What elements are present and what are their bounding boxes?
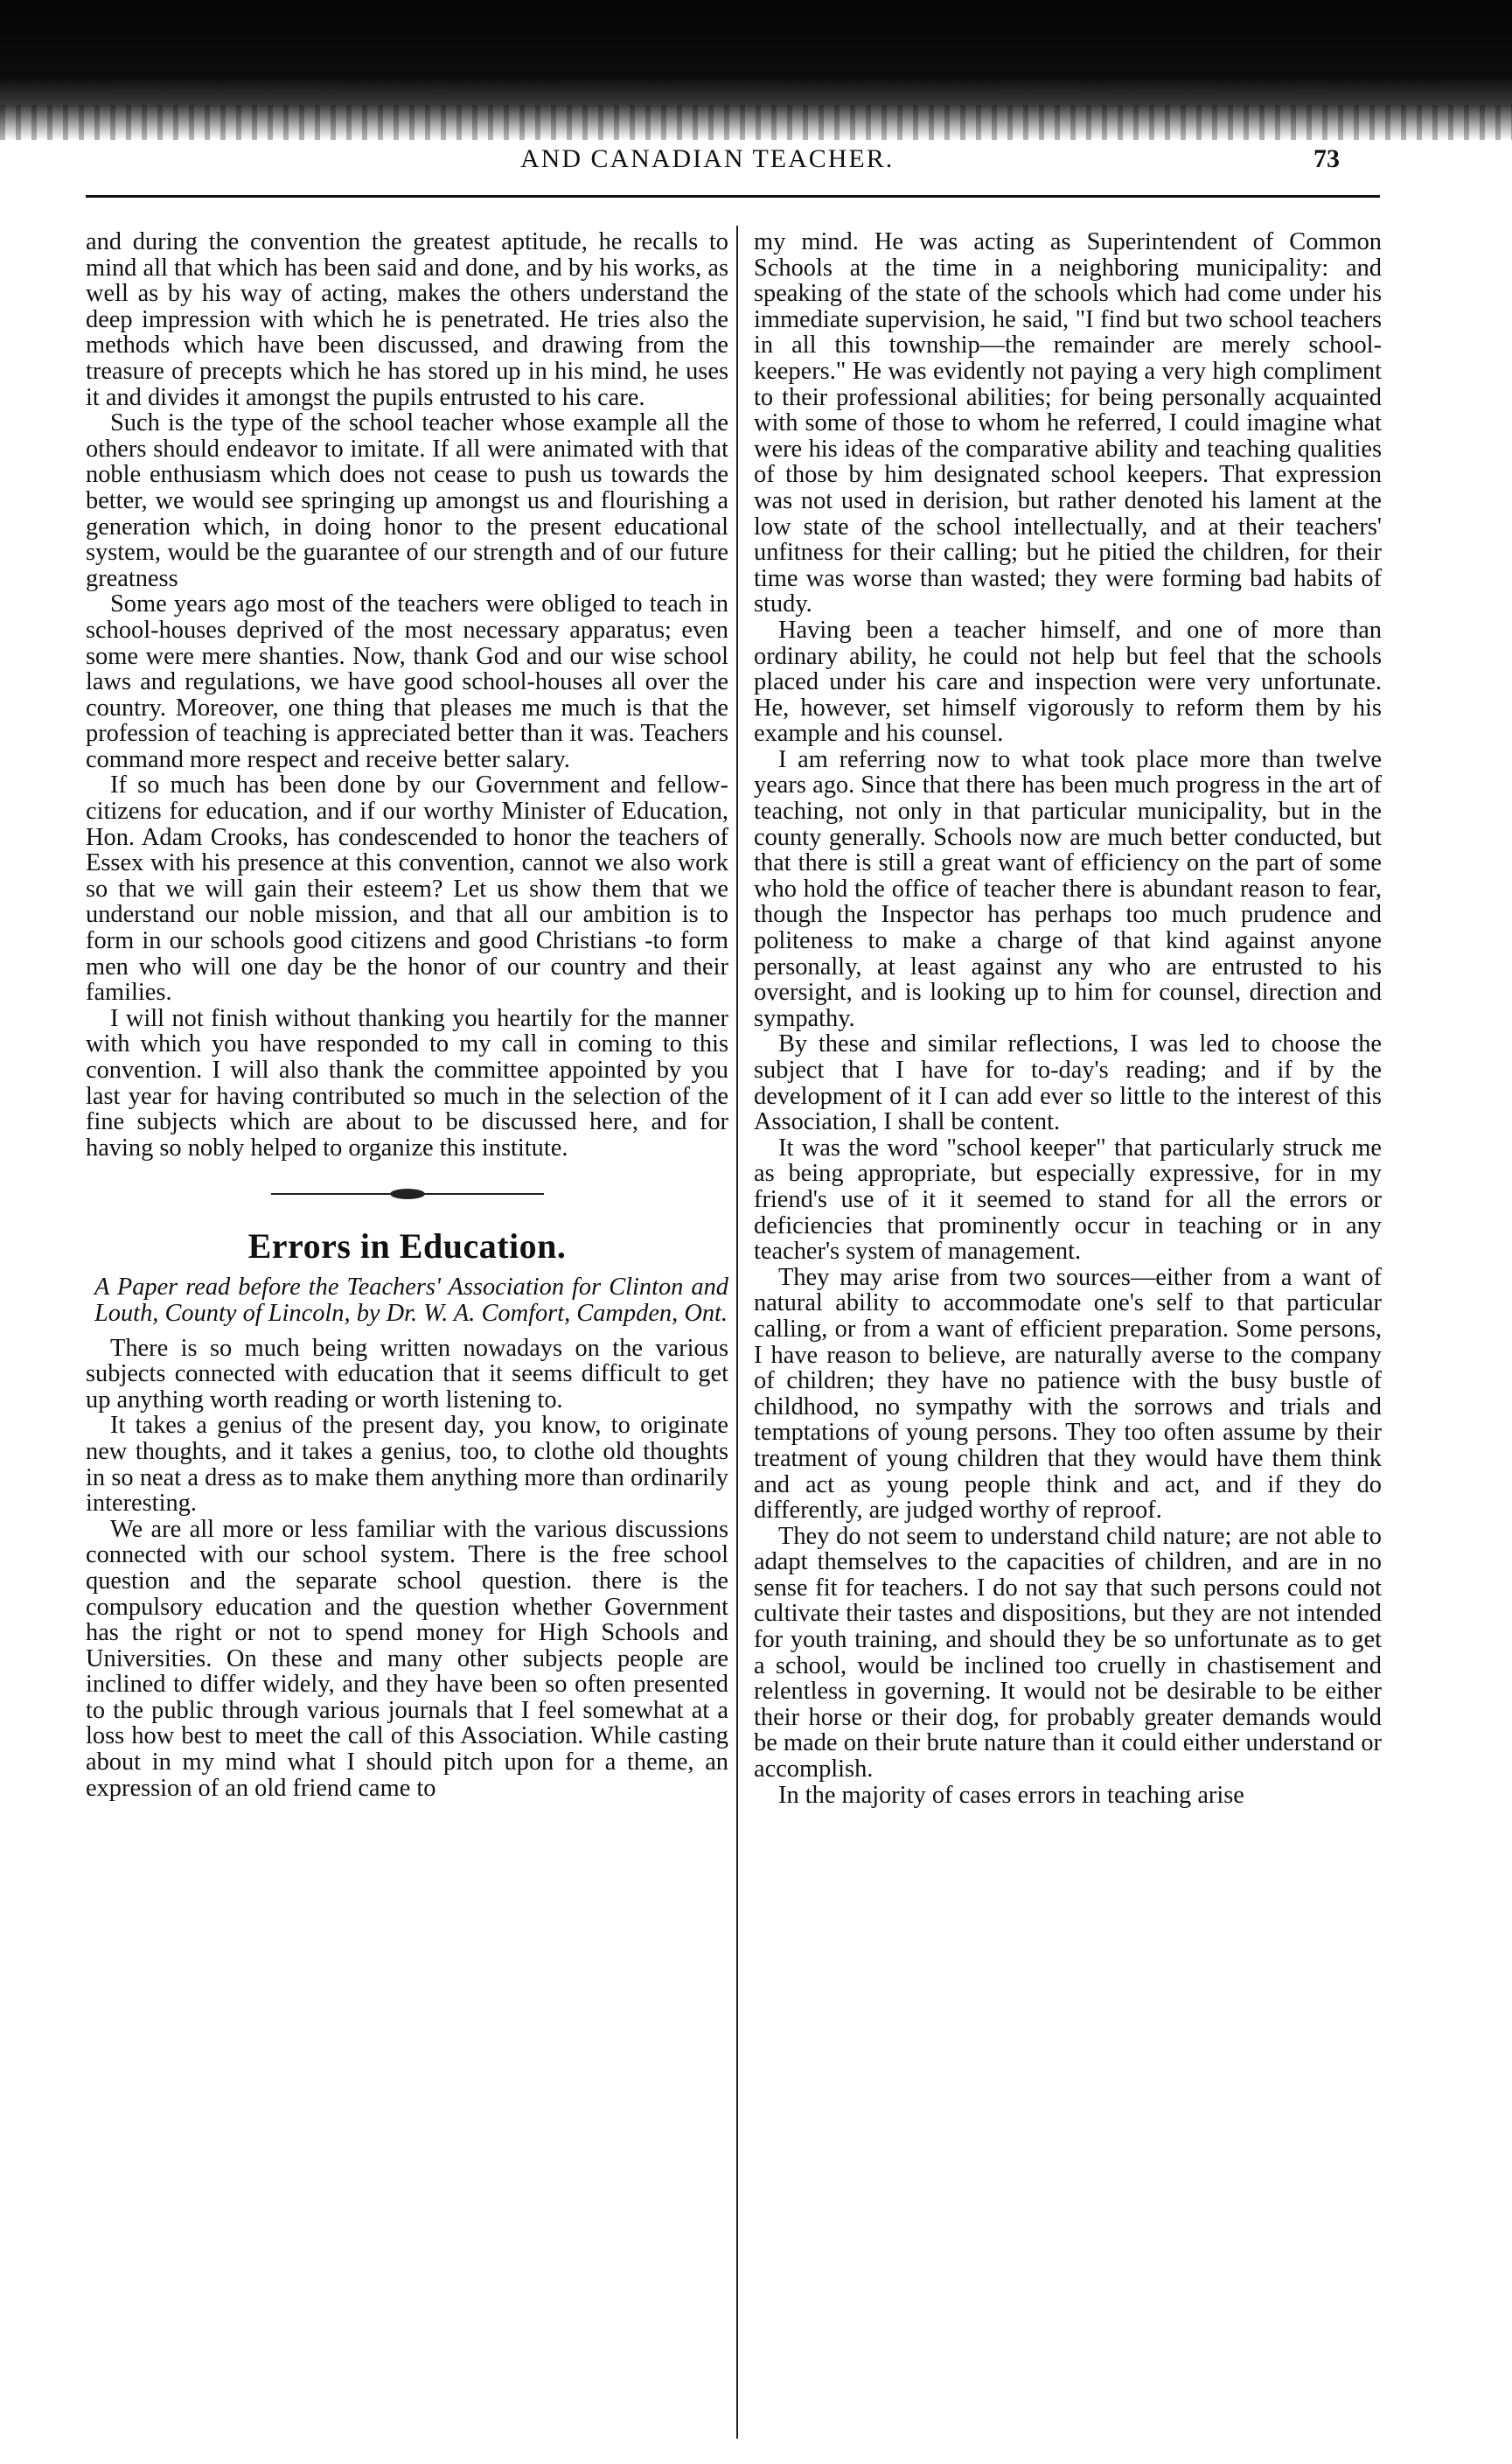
paragraph: We are all more or less familiar with the various discussions connected with our school system. There is the free school question and the separate school question. there is the compulsory education and the question whether Government has the right or not to spend money for High Schools and Universities. On these and many other subjects people are inclined to differ widely, and they have been so often presented to the public through various journals that I feel somewhat at a loss how best to meet the call of this Association. While casting about in my mind what I should pitch upon for a theme, an expression of an old friend came to xyxy=(86,1515,728,1802)
paragraph: and during the convention the greatest aptitude, he recalls to mind all that which has been said and done, and by his works, as well as by his way of acting, makes the others understand the deep impression with which he is penetrated. He tries also the methods which have been discussed, and drawing from the treasure of precepts which he has stored up in his mind, he uses it and divides it amongst the pupils entrusted to his care. xyxy=(86,228,728,411)
paragraph: Some years ago most of the teachers were obliged to teach in school-houses deprived of the most necessary apparatus; even some were mere shanties. Now, thank God and our wise school laws and regulations, we have good school-houses all over the country. Moreover, one thing that pleases me much is that the profession of teaching is appreciated better than it was. Teachers command more respect and receive better salary. xyxy=(86,590,728,773)
paragraph: They may arise from two sources—either from a want of natural ability to accommodate one's self to that particular calling, or from a want of efficient preparation. Some persons, I have reason to believe, are naturally averse to the company of children; they have no patience with the busy bustle of childhood, no sympathy with the sorrows and trials and temptations of young persons. They too often assume by their treatment of young children that they would have them think and act as young people think and act, and if they do differently, are judged worthy of reproof. xyxy=(754,1263,1382,1525)
paragraph: In the majority of cases errors in teaching arise xyxy=(778,1781,1244,1809)
divider-line xyxy=(271,1193,394,1195)
scan-shadow xyxy=(0,0,1512,140)
paragraph: I am referring now to what took place more than twelve years ago. Since that there has been much progress in the art of teaching, not only in that particular municipality, but in the county generally. Schools now are much better conducted, but that there is still a great want of efficiency on the part of some who hold the office of teacher there is abundant reason to fear, though the Inspector has perhaps too much prudence and politeness to make a charge of that kind against anyone personally, at least against any who are entrusted to his oversight, and is looking up to him for counsel, direction and sympathy. xyxy=(754,745,1382,1032)
paragraph: By these and similar reflections, I was led to choose the subject that I have for to-day's reading; and if by the development of it I can add ever so little to the interest of this Association, I shall be content. xyxy=(754,1030,1382,1136)
column-rule xyxy=(736,226,738,2439)
header-rule xyxy=(86,195,1380,198)
paragraph: There is so much being written nowadays on the various subjects connected with education that it seems difficult to get up anything worth reading or worth listening to. xyxy=(86,1334,728,1413)
paragraph: They do not seem to understand child nature; are not able to adapt themselves to the capacities of children, and are in no sense fit for teachers. I do not say that such persons could not cultivate their tastes and dispositions, but they are not intended for youth training, and should they be so unfortunate as to get a school, would be inclined too cruelly in chastisement and relentless in governing. It would not be desirable to be either their horse or their dog, for probably greater demands would be made on their brute nature than it could either understand or accomplish. xyxy=(754,1522,1382,1783)
article-title: Errors in Education. xyxy=(247,1226,567,1267)
paragraph: It takes a genius of the present day, you know, to originate new thoughts, and it takes a genius, too, to clothe old thoughts in so neat a dress as to make them anything more than ordinarily interesting. xyxy=(86,1412,728,1518)
paragraph: I will not finish without thanking you heartily for the manner with which you have responded to my call in coming to this convention. I will also thank the committee appointed by you last year for having contributed so much in the selection of the fine subjects which are about to be discussed here, and for having so nobly helped to organize this institute. xyxy=(86,1004,728,1162)
right-column xyxy=(754,229,1382,1808)
divider-ornament xyxy=(390,1189,425,1199)
paragraph: If so much has been done by our Government and fellow-citizens for education, and if our worthy Minister of Education, Hon. Adam Crooks, has condescended to honor the teachers of Essex with his presence at this convention, cannot we also work so that we will gain their esteem? Let us show them that we understand our noble mission, and that all our ambition is to form in our schools good citizens and good Christians -to form men who will one day be the honor of our country and their families. xyxy=(86,771,728,1007)
section-divider xyxy=(86,1168,728,1220)
paragraph: Having been a teacher himself, and one of more than ordinary ability, he could not help but feel that the schools placed under his care and inspection were very unfortunate. He, however, set himself vigorously to reform them by his example and his counsel. xyxy=(754,616,1382,748)
paragraph: It was the word "school keeper" that particularly struck me as being appropriate, but especially expressive, for in my friend's use of it it seemed to stand for all the errors or deficiencies that prominently occur in teaching or in any teacher's system of management. xyxy=(754,1134,1382,1266)
running-title: AND CANADIAN TEACHER. xyxy=(520,144,895,173)
left-column xyxy=(86,229,728,1801)
paragraph: Such is the type of the school teacher whose example all the others should endeavor to imitate. If all were animated with that noble enthusiasm which does not cease to push us towards the better, we would see springing up amongst us and flourishing a generation which, in doing honor to the present educational system, would be the guarantee of our strength and of our future greatness xyxy=(86,409,728,592)
page-number: 73 xyxy=(1313,144,1340,173)
running-head xyxy=(0,144,1512,179)
divider-line xyxy=(422,1193,544,1195)
paragraph: my mind. He was acting as Superintendent of Common Schools at the time in a neighboring municipality: and speaking of the state of the schools which had come under his immediate supervision, he said, "I find but two school teachers in all this township—the remainder are merely school-keepers." He was evidently not paying a very high compliment to their professional abilities; for being personally acquainted with some of those to whom he referred, I could imagine what were his ideas of the comparative ability and teaching qualities of those by him designated school keepers. That expression was not used in derision, but rather denoted his lament at the low state of the school intellectually, and at their teachers' unfitness for their calling; but he pitied the children, for their time was worse than wasted; they were forming bad habits of study. xyxy=(754,228,1382,618)
article-byline: A Paper read before the Teachers' Association for Clinton and Louth, County of Lincoln, by Dr. W. A. Comfort, Campden, Ont. xyxy=(94,1274,728,1327)
